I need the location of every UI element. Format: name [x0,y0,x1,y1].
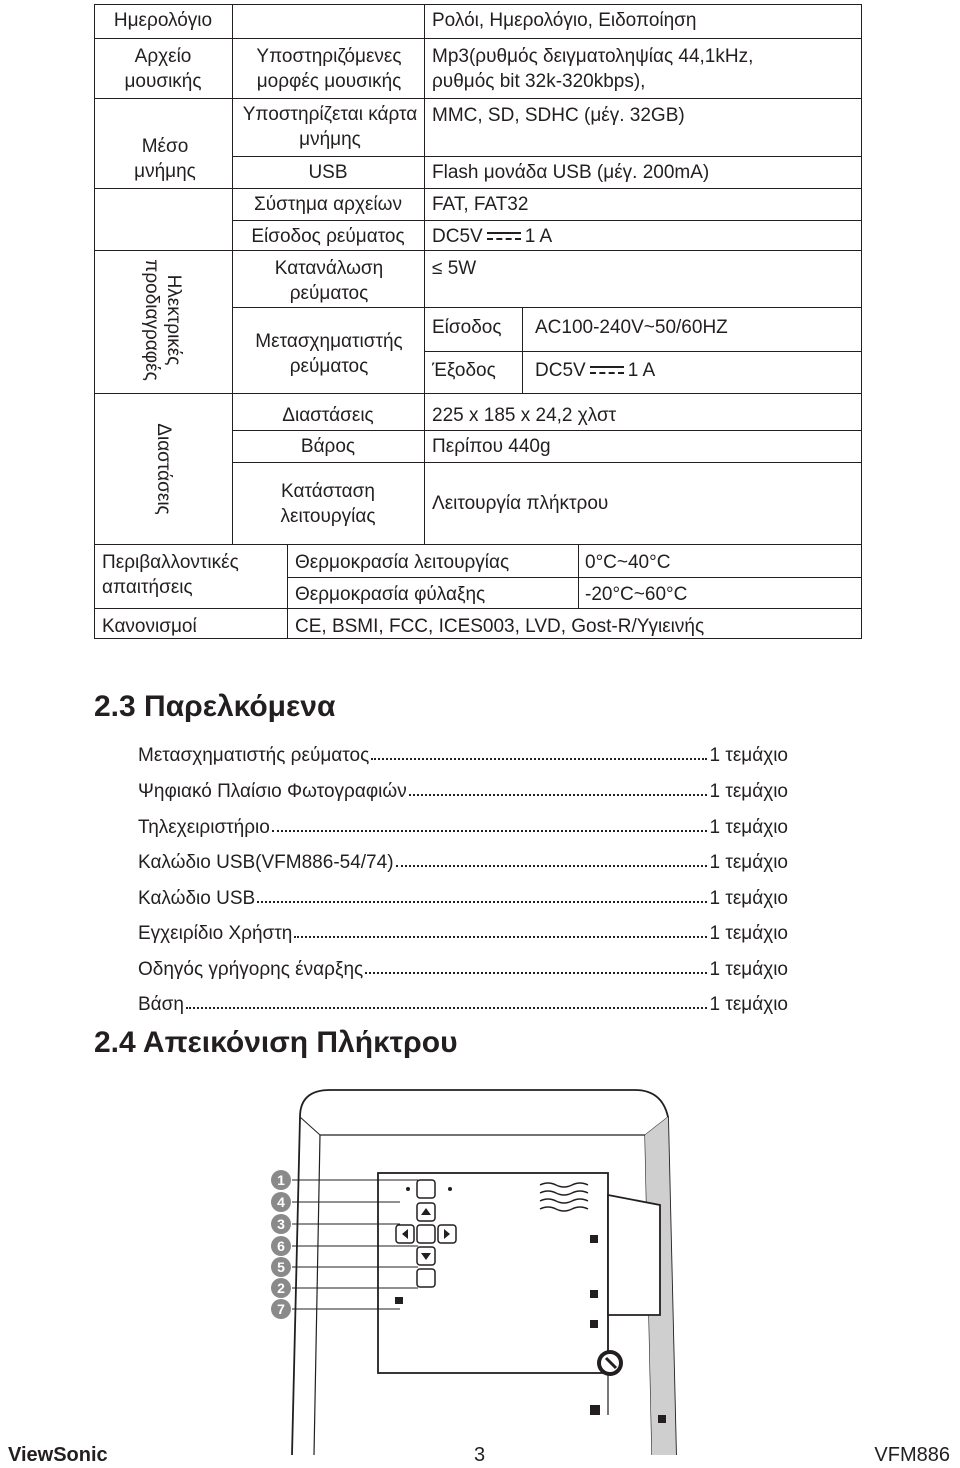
list-item: Καλώδιο USB 1 τεμάχιο [138,888,788,909]
filesystem-label: Σύστημα αρχείων [254,194,402,215]
weight-label: Βάρος [300,436,356,457]
footer-page-number: 3 [474,1444,486,1466]
buttons-heading: 2.4 Απεικόνιση Πλήκτρου [94,1026,458,1059]
calendar-label: Ημερολόγιο [113,10,213,31]
music-label: Αρχείο μουσικής [124,46,202,92]
usb-label: USB [308,162,348,183]
adapter-label: Μετασχηματιστής ρεύματος [255,331,403,377]
accessories-heading: 2.3 Παρελκόμενα [94,690,336,723]
op-temp-value: 0°C~40°C [585,552,671,573]
dimensions-group-label: Διαστάσεις [153,423,174,515]
consumption-label: Κατανάλωση ρεύματος [274,258,384,304]
calendar-value: Ρολόι, Ημερολόγιο, Ειδοποίηση [432,10,697,31]
filesystem-value: FAT, FAT32 [432,194,529,215]
size-label: Διαστάσεις [282,405,374,426]
regulations-value: CE, BSMI, FCC, ICES003, LVD, Gost-R/Υγιεινής [295,616,705,637]
callout-7: 7 [271,1299,291,1319]
footer-brand: ViewSonic [8,1444,108,1466]
usb-value: Flash μονάδα USB (μέγ. 200mA) [432,162,710,183]
list-item: Καλώδιο USB(VFM886-54/74) 1 τεμάχιο [138,852,788,873]
storage-temp-label: Θερμοκρασία φύλαξης [295,584,486,605]
size-value: 225 x 185 x 24,2 χλστ [432,405,617,426]
list-item: Εγχειρίδιο Χρήστη 1 τεμάχιο [138,923,788,944]
consumption-value: ≤ 5W [432,258,477,279]
callout-4: 4 [271,1192,291,1212]
adapter-input-value: AC100-240V~50/60HZ [535,317,728,338]
card-label: Υποστηρίζεται κάρτα μνήμης [242,104,418,150]
callout-1: 1 [271,1170,291,1190]
music-formats-label: Υποστηριζόμενες μορφές μουσικής [256,46,402,92]
power-group-label: Ηλεκτρικές προδιαγραφές [141,259,184,381]
environment-label: Περιβαλλοντικές απαιτήσεις [102,552,239,598]
dc-symbol-icon [487,232,521,241]
list-item: Βάση 1 τεμάχιο [138,994,788,1015]
callout-2: 2 [271,1278,291,1298]
card-value: MMC, SD, SDHC (μέγ. 32GB) [432,105,685,126]
storage-label: Μέσο μνήμης [134,136,196,182]
adapter-input-label: Είσοδος [432,317,502,338]
regulations-label: Κανονισμοί [102,616,197,637]
storage-temp-value: -20°C~60°C [585,584,688,605]
music-value-line2: ρυθμός bit 32k-320kbps), [432,71,646,92]
music-value-line1: Mp3(ρυθμός δειγματοληψίας 44,1kHz, [432,46,754,67]
power-input-value: DC5V 1 A [432,226,553,247]
weight-value: Περίπου 440g [432,436,551,457]
adapter-output-value: DC5V 1 A [535,360,656,381]
op-temp-label: Θερμοκρασία λειτουργίας [295,552,510,573]
list-item: Τηλεχειριστήριο 1 τεμάχιο [138,817,788,838]
callout-5: 5 [271,1257,291,1277]
list-item: Οδηγός γρήγορης έναρξης 1 τεμάχιο [138,959,788,980]
list-item: Μετασχηματιστής ρεύματος 1 τεμάχιο [138,745,788,766]
list-item: Ψηφιακό Πλαίσιο Φωτογραφιών 1 τεμάχιο [138,781,788,802]
dc-symbol-icon [590,366,624,375]
callout-6: 6 [271,1236,291,1256]
callout-3: 3 [271,1214,291,1234]
mode-label: Κατάσταση λειτουργίας [280,481,376,527]
mode-value: Λειτουργία πλήκτρου [432,493,609,514]
power-input-label: Είσοδος ρεύματος [251,226,405,247]
adapter-output-label: Έξοδος [432,360,496,381]
callout-leaders [290,1170,420,1320]
footer-model: VFM886 [874,1444,950,1466]
